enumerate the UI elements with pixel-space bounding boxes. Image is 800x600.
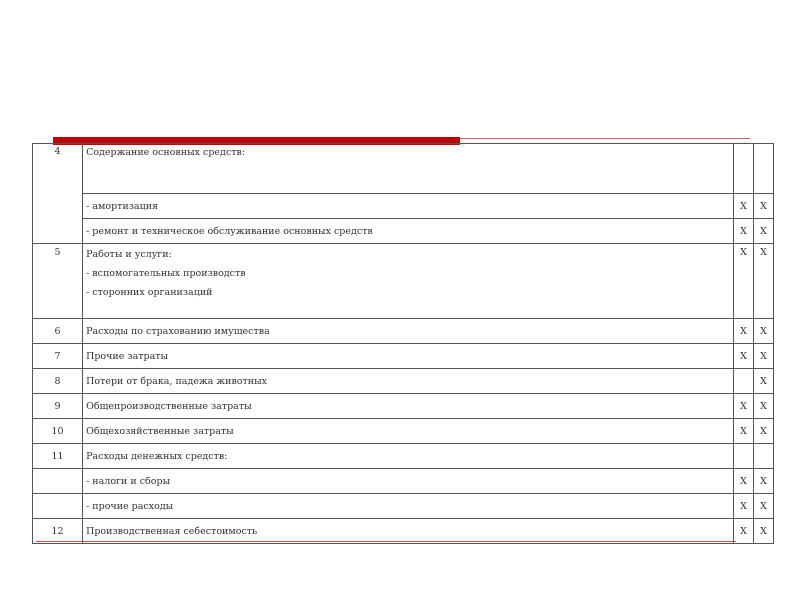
row-line: Работы и услуги: xyxy=(86,249,172,260)
x-mark-col2: X xyxy=(753,244,773,319)
row-label: - налоги и сборы xyxy=(83,469,734,494)
row-label: Общепроизводственные затраты xyxy=(83,394,734,419)
x-mark-col1 xyxy=(733,144,753,194)
x-mark-col1: X xyxy=(733,519,753,544)
x-mark-col1: X xyxy=(733,494,753,519)
x-mark-col1: X xyxy=(733,469,753,494)
table-row xyxy=(33,394,774,419)
table-row xyxy=(33,469,774,494)
table-row xyxy=(33,219,774,244)
table-row xyxy=(33,319,774,344)
x-mark-col2 xyxy=(753,444,773,469)
table-row xyxy=(33,144,774,194)
row-number: 6 xyxy=(33,319,83,344)
row-number xyxy=(33,494,83,519)
row-number: 12 xyxy=(33,519,83,544)
x-mark-col2: X xyxy=(753,344,773,369)
x-mark-col2: X xyxy=(753,319,773,344)
row-label: Общехозяйственные затраты xyxy=(83,419,734,444)
x-mark-col2: X xyxy=(753,469,773,494)
table-row xyxy=(33,194,774,219)
x-mark-col2: X xyxy=(753,519,773,544)
cost-table xyxy=(32,143,774,544)
row-number: 4 xyxy=(33,144,83,244)
row-label: Расходы денежных средств: xyxy=(83,444,734,469)
row-label: Расходы по страхованию имущества xyxy=(83,319,734,344)
x-mark-col1: X xyxy=(733,344,753,369)
x-mark-col2: X xyxy=(753,394,773,419)
x-mark-col2: X xyxy=(753,419,773,444)
x-mark-col1: X xyxy=(733,219,753,244)
table-row xyxy=(33,344,774,369)
row-label: Производственная себестоимость xyxy=(83,519,734,544)
x-mark-col2: X xyxy=(753,194,773,219)
table-row xyxy=(33,494,774,519)
row-number: 7 xyxy=(33,344,83,369)
footer-red-line xyxy=(36,541,736,542)
x-mark-col1 xyxy=(733,369,753,394)
row-label: Потери от брака, падежа животных xyxy=(83,369,734,394)
row-label: - прочие расходы xyxy=(83,494,734,519)
table-row xyxy=(33,369,774,394)
row-number: 11 xyxy=(33,444,83,469)
x-mark-col1: X xyxy=(733,319,753,344)
table-row xyxy=(33,519,774,544)
x-mark-col1: X xyxy=(733,419,753,444)
x-mark-col2 xyxy=(753,144,773,194)
header-rule-line xyxy=(460,138,750,139)
row-number: 10 xyxy=(33,419,83,444)
x-mark-col1 xyxy=(733,444,753,469)
row-label: Содержание основных средств: xyxy=(83,144,734,194)
row-line: - сторонних организаций xyxy=(86,287,213,298)
row-number: 5 xyxy=(33,244,83,319)
row-label: Прочие затраты xyxy=(83,344,734,369)
x-mark-col2: X xyxy=(753,494,773,519)
row-label-multiline xyxy=(83,244,734,319)
x-mark-col1: X xyxy=(733,194,753,219)
row-number: 8 xyxy=(33,369,83,394)
table-row xyxy=(33,444,774,469)
x-mark-col2: X xyxy=(753,369,773,394)
row-label: - амортизация xyxy=(83,194,734,219)
table-row xyxy=(33,244,774,319)
x-mark-col1: X xyxy=(733,244,753,319)
x-mark-col2: X xyxy=(753,219,773,244)
x-mark-col1: X xyxy=(733,394,753,419)
row-number xyxy=(33,469,83,494)
row-label: - ремонт и техническое обслуживание основных средств xyxy=(83,219,734,244)
row-number: 9 xyxy=(33,394,83,419)
table-row xyxy=(33,419,774,444)
row-line: - вспомогательных производств xyxy=(86,268,246,279)
